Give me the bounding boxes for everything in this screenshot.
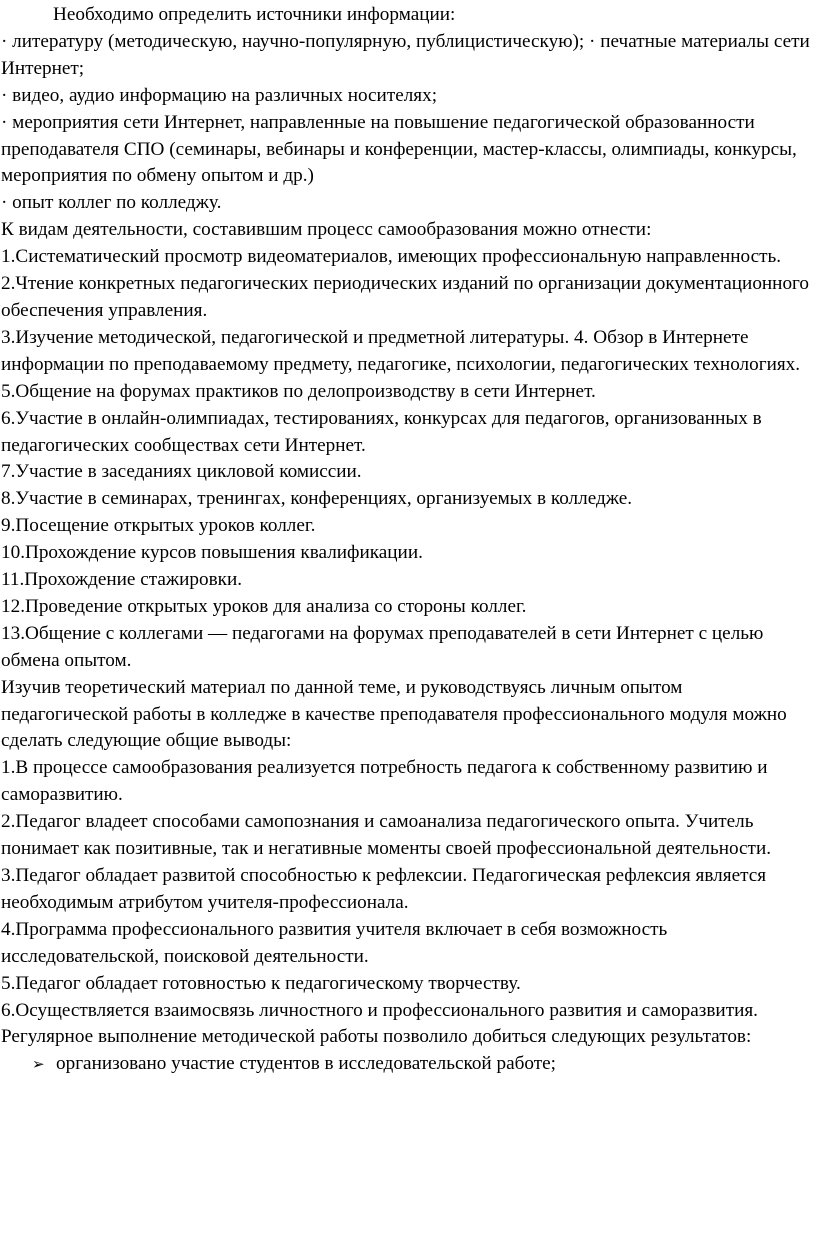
- conclusion-item: 3.Педагог обладает развитой способностью к рефлексии. Педагогическая рефлексия является необходимым атрибутом учителя-профессионала.: [1, 865, 767, 913]
- results-intro: Регулярное выполнение методической работы позволило добиться следующих результатов:: [1, 1026, 752, 1048]
- source-item: · мероприятия сети Интернет, направленные на повышение педагогической образованности преподавателя СПО (семинары, вебинары и конференции, мастер-классы, олимпиады, конкурсы, мероприятия по обмену опытом и др.): [1, 111, 797, 187]
- conclusion-item: 2.Педагог владеет способами самопознания и самоанализа педагогического опыта. Учитель понимает как позитивные, так и негативные моменты своей профессиональной деятельности.: [1, 811, 772, 860]
- activity-item: 10.Прохождение курсов повышения квалификации.: [1, 542, 423, 564]
- conclusion-item: 5.Педагог обладает готовностью к педагогическому творчеству.: [1, 972, 521, 994]
- source-item: · литературу (методическую, научно-популярную, публицистическую); · печатные материалы сети Интернет;: [1, 30, 810, 79]
- activity-item: 5.Общение на форумах практиков по делопроизводству в сети Интернет.: [1, 380, 596, 402]
- activities-heading: К видам деятельности, составившим процесс самообразования можно отнести:: [1, 219, 652, 241]
- conclusion-item: 4.Программа профессионального развития учителя включает в себя возможность исследовательской, поисковой деятельности.: [1, 918, 668, 967]
- sources-intro: Необходимо определить источники информации:: [53, 4, 456, 25]
- activity-item: 12.Проведение открытых уроков для анализа со стороны коллег.: [1, 595, 527, 617]
- conclusion-item: 6.Осуществляется взаимосвязь личностного и профессионального развития и саморазвития.: [1, 999, 758, 1021]
- activity-item: 3.Изучение методической, педагогической и предметной литературы. 4. Обзор в Интернете информации по преподаваемому предмету, педагогике, психологии, педагогических технологиях.: [1, 326, 801, 375]
- activity-item: 7.Участие в заседаниях цикловой комиссии.: [1, 461, 362, 483]
- activity-item: 1.Систематический просмотр видеоматериалов, имеющих профессиональную направленность.: [1, 246, 782, 268]
- activity-item: 2.Чтение конкретных педагогических периодических изданий по организации документационного обеспечения управления.: [1, 273, 810, 321]
- conclusion-item: 1.В процессе самообразования реализуется потребность педагога к собственному развитию и саморазвитию.: [1, 757, 768, 806]
- result-item: [1, 1051, 810, 1078]
- result-item-text: организовано участие студентов в исследовательской работе;: [56, 1053, 556, 1075]
- activity-item: 8.Участие в семинарах, тренингах, конференциях, организуемых в колледже.: [1, 488, 633, 510]
- source-item: · видео, аудио информацию на различных носителях;: [1, 84, 438, 106]
- arrow-bullet-icon: ➢: [32, 1055, 45, 1074]
- activity-item: 9.Посещение открытых уроков коллег.: [1, 515, 316, 537]
- conclusions-intro: Изучив теоретический материал по данной теме, и руководствуясь личным опытом педагогической работы в колледже в качестве преподавателя профессионального модуля можно сделать следующие общие выводы:: [1, 676, 787, 752]
- activity-item: 6.Участие в онлайн-олимпиадах, тестированиях, конкурсах для педагогов, организованных в педагогических сообществах сети Интернет.: [1, 407, 762, 456]
- activity-item: 11.Прохождение стажировки.: [1, 569, 243, 591]
- source-item: · опыт коллег по колледжу.: [1, 192, 222, 214]
- activity-item: 13.Общение с коллегами — педагогами на форумах преподавателей в сети Интернет с целью обмена опытом.: [1, 622, 764, 671]
